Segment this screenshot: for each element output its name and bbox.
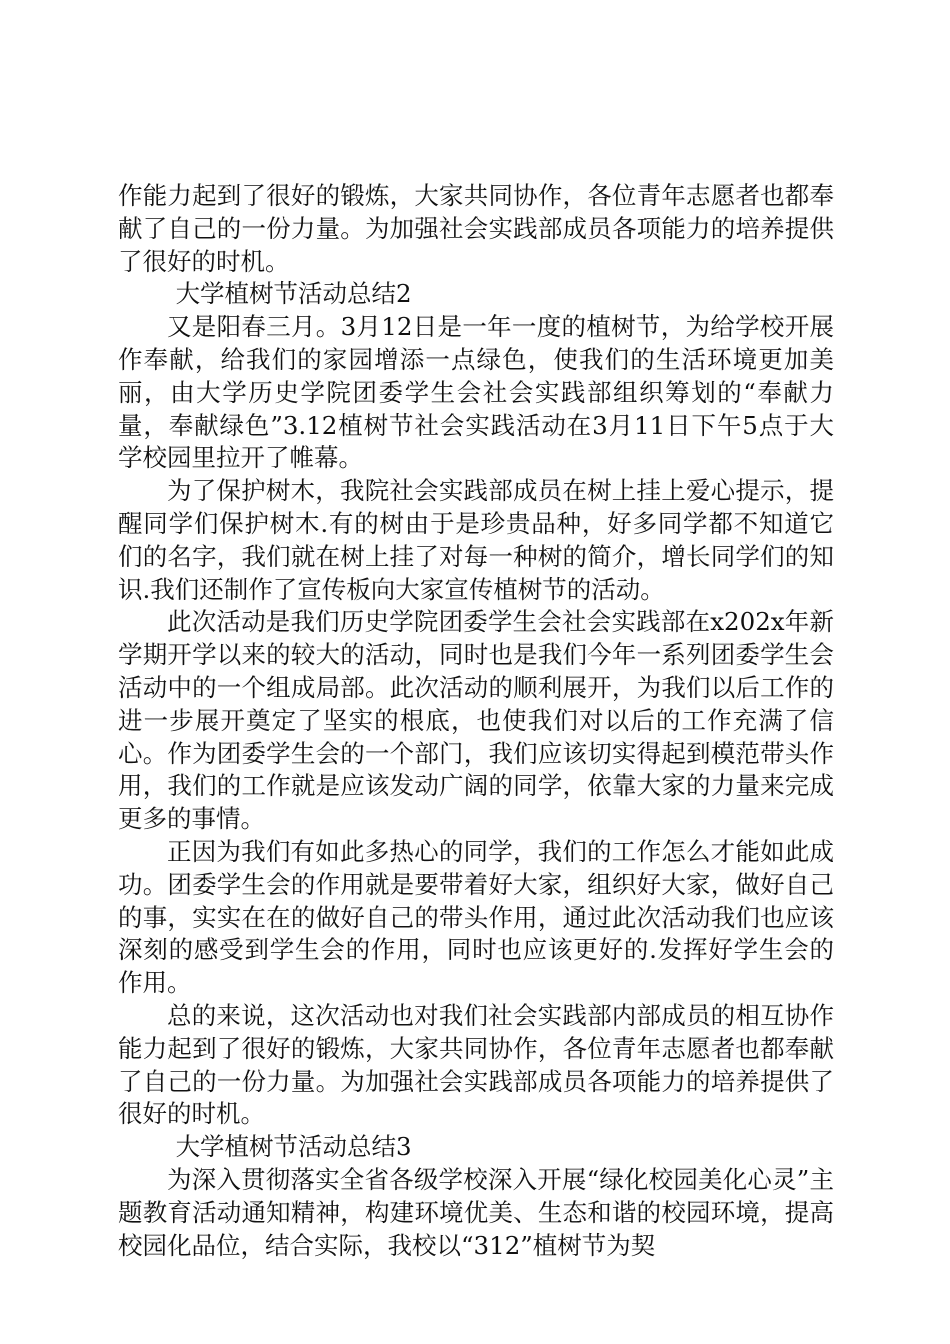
paragraph: 又是阳春三月。3月12日是一年一度的植树节，为给学校开展作奉献，给我们的家园增添一点绿色，使我们的生活环境更加美丽，由大学历史学院团委学生会社会实践部组织筹划的“奉献力量，奉献绿色”3.12植树节社会实践活动在3月11日下午5点于大学校园里拉开了帷幕。: [118, 312, 834, 473]
paragraph: 为了保护树木，我院社会实践部成员在树上挂上爱心提示，提醒同学们保护树木.有的树由于是珍贵品种，好多同学都不知道它们的名字，我们就在树上挂了对每一种树的简介，增长同学们的知识.我们还制作了宣传板向大家宣传植树节的活动。: [118, 476, 834, 604]
paragraph: 正因为我们有如此多热心的同学，我们的工作怎么才能如此成功。团委学生会的作用就是要带着好大家，组织好大家，做好自己的事，实实在在的做好自己的带头作用，通过此次活动我们也应该深刻的感受到学生会的作用，同时也应该更好的.发挥好学生会的作用。: [118, 836, 834, 998]
section-heading-3: 大学植树节活动总结3: [175, 1132, 412, 1162]
paragraph: 总的来说，这次活动也对我们社会实践部内部成员的相互协作能力起到了很好的锻炼，大家共同协作，各位青年志愿者也都奉献了自己的一份力量。为加强社会实践部成员各项能力的培养提供了很好的时机。: [118, 1000, 834, 1129]
paragraph: 此次活动是我们历史学院团委学生会社会实践部在x202x年新学期开学以来的较大的活动，同时也是我们今年一系列团委学生会活动中的一个组成局部。此次活动的顺利展开，为我们以后工作的进一步展开奠定了坚实的根底，也使我们对以后的工作充满了信心。作为团委学生会的一个部门，我们应该切实得起到模范带头作用，我们的工作就是应该发动广阔的同学，依靠大家的力量来完成更多的事情。: [118, 607, 834, 834]
document-body: [118, 180, 834, 1262]
paragraph: 为深入贯彻落实全省各级学校深入开展“绿化校园美化心灵”主题教育活动通知精神，构建环境优美、生态和谐的校园环境，提高校园化品位，结合实际，我校以“312”植树节为契: [118, 1164, 834, 1260]
section-heading-2: 大学植树节活动总结2: [175, 279, 412, 309]
paragraph-continuation: 作能力起到了很好的锻炼，大家共同协作，各位青年志愿者也都奉献了自己的一份力量。为加强社会实践部成员各项能力的培养提供了很好的时机。: [118, 181, 834, 276]
